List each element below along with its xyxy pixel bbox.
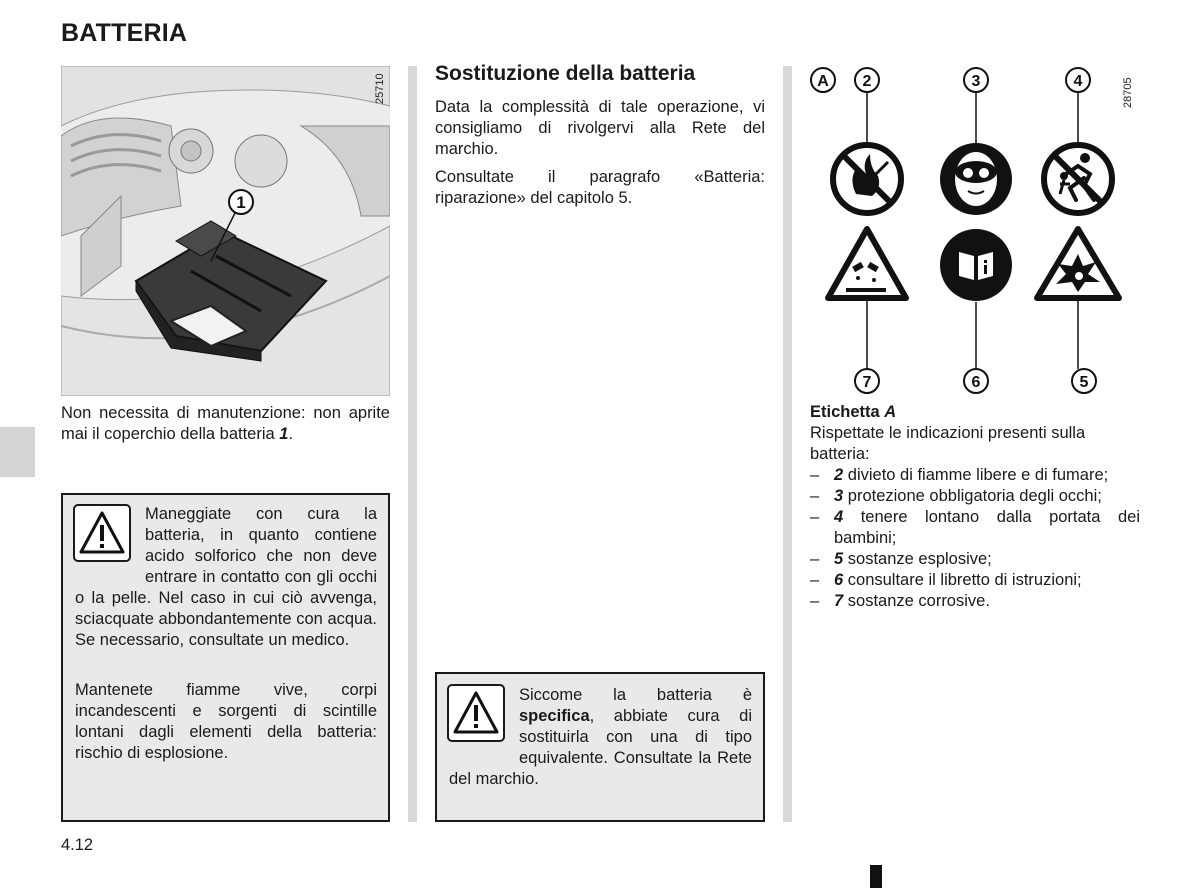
- warning-text-explosion: Mantenete fiamme vive, corpi incandescenti e sorgenti di scintille lontani dagli elementi della batteria: rischio di esplosione.: [75, 681, 377, 762]
- callout-number-1: 1: [236, 193, 246, 212]
- label-symbol-list: [810, 465, 1140, 612]
- svg-text:3: 3: [971, 73, 981, 90]
- list-item: – 3 protezione obbligatoria degli occhi;: [810, 487, 1102, 505]
- reference-paragraph: Consultate il paragrafo «Batteria: riparazione» del capitolo 5.: [435, 168, 765, 207]
- replacement-paragraph: Data la complessità di tale operazione, vi consigliamo di rivolgervi alla Rete del marchio.: [435, 98, 765, 158]
- page-edge-mark: [870, 865, 882, 888]
- callout-number-5: [1072, 369, 1096, 393]
- explosive-icon: [1037, 229, 1119, 298]
- chapter-tab: [0, 427, 35, 477]
- svg-text:2: 2: [862, 73, 872, 90]
- label-letter-A: A: [817, 73, 829, 90]
- list-item: – 6 consultare il libretto di istruzioni;: [810, 571, 1082, 589]
- svg-text:5: 5: [1079, 374, 1089, 391]
- label-heading: Etichetta A: [810, 403, 897, 421]
- column-separator: [408, 66, 417, 822]
- svg-text:6: 6: [971, 374, 981, 391]
- label-intro: Rispettate le indicazioni presenti sulla batteria:: [810, 424, 1086, 463]
- column-separator: [783, 66, 792, 822]
- battery-caption: Non necessita di manutenzione: non aprite mai il coperchio della batteria 1.: [61, 404, 390, 443]
- callout-number-6: [964, 369, 988, 393]
- image-reference-code: 25710: [374, 73, 386, 104]
- page-number: 4.12: [61, 836, 94, 854]
- label-description: [810, 402, 1140, 465]
- svg-text:4: 4: [1073, 73, 1083, 90]
- warning-text-acid: Maneggiate con cura la batteria, in quanto contiene acido solforico che non deve entrare in contatto con gli occhi o la pelle. Nel caso in cui ciò avvenga, sciacquate abbondantemente con acqua. Se necessario, consultate un medico.: [75, 505, 377, 649]
- callout-number-2: [855, 68, 879, 92]
- battery-label-diagram: [808, 66, 1143, 396]
- list-item: – 2 divieto di fiamme libere e di fumare;: [810, 466, 1109, 484]
- warning-box-replacement: [435, 672, 765, 822]
- list-item: – 7 sostanze corrosive.: [810, 592, 990, 610]
- callout-number-4: [1066, 68, 1090, 92]
- image-reference-code: 28705: [1122, 77, 1134, 108]
- svg-text:7: 7: [862, 374, 872, 391]
- battery-illustration: [61, 66, 390, 396]
- page-title: BATTERIA: [61, 19, 188, 47]
- keep-away-children-icon: [1044, 145, 1112, 213]
- callout-number-7: [855, 369, 879, 393]
- no-flames-icon: [833, 145, 901, 213]
- corrosive-icon: [828, 229, 906, 298]
- callout-number-3: [964, 68, 988, 92]
- section-heading: Sostituzione della batteria: [435, 62, 696, 85]
- list-item: – 4 tenere lontano dalla portata dei bambini;: [810, 508, 1140, 547]
- warning-text-specific: Siccome la batteria è specifica, abbiate cura di sostituirla con una di tipo equivalente. Consultate la Rete del marchio.: [449, 686, 752, 788]
- list-item: – 5 sostanze esplosive;: [810, 550, 992, 568]
- read-manual-icon: [940, 229, 1012, 301]
- eye-protection-icon: [940, 143, 1012, 215]
- warning-box-acid: [61, 493, 390, 822]
